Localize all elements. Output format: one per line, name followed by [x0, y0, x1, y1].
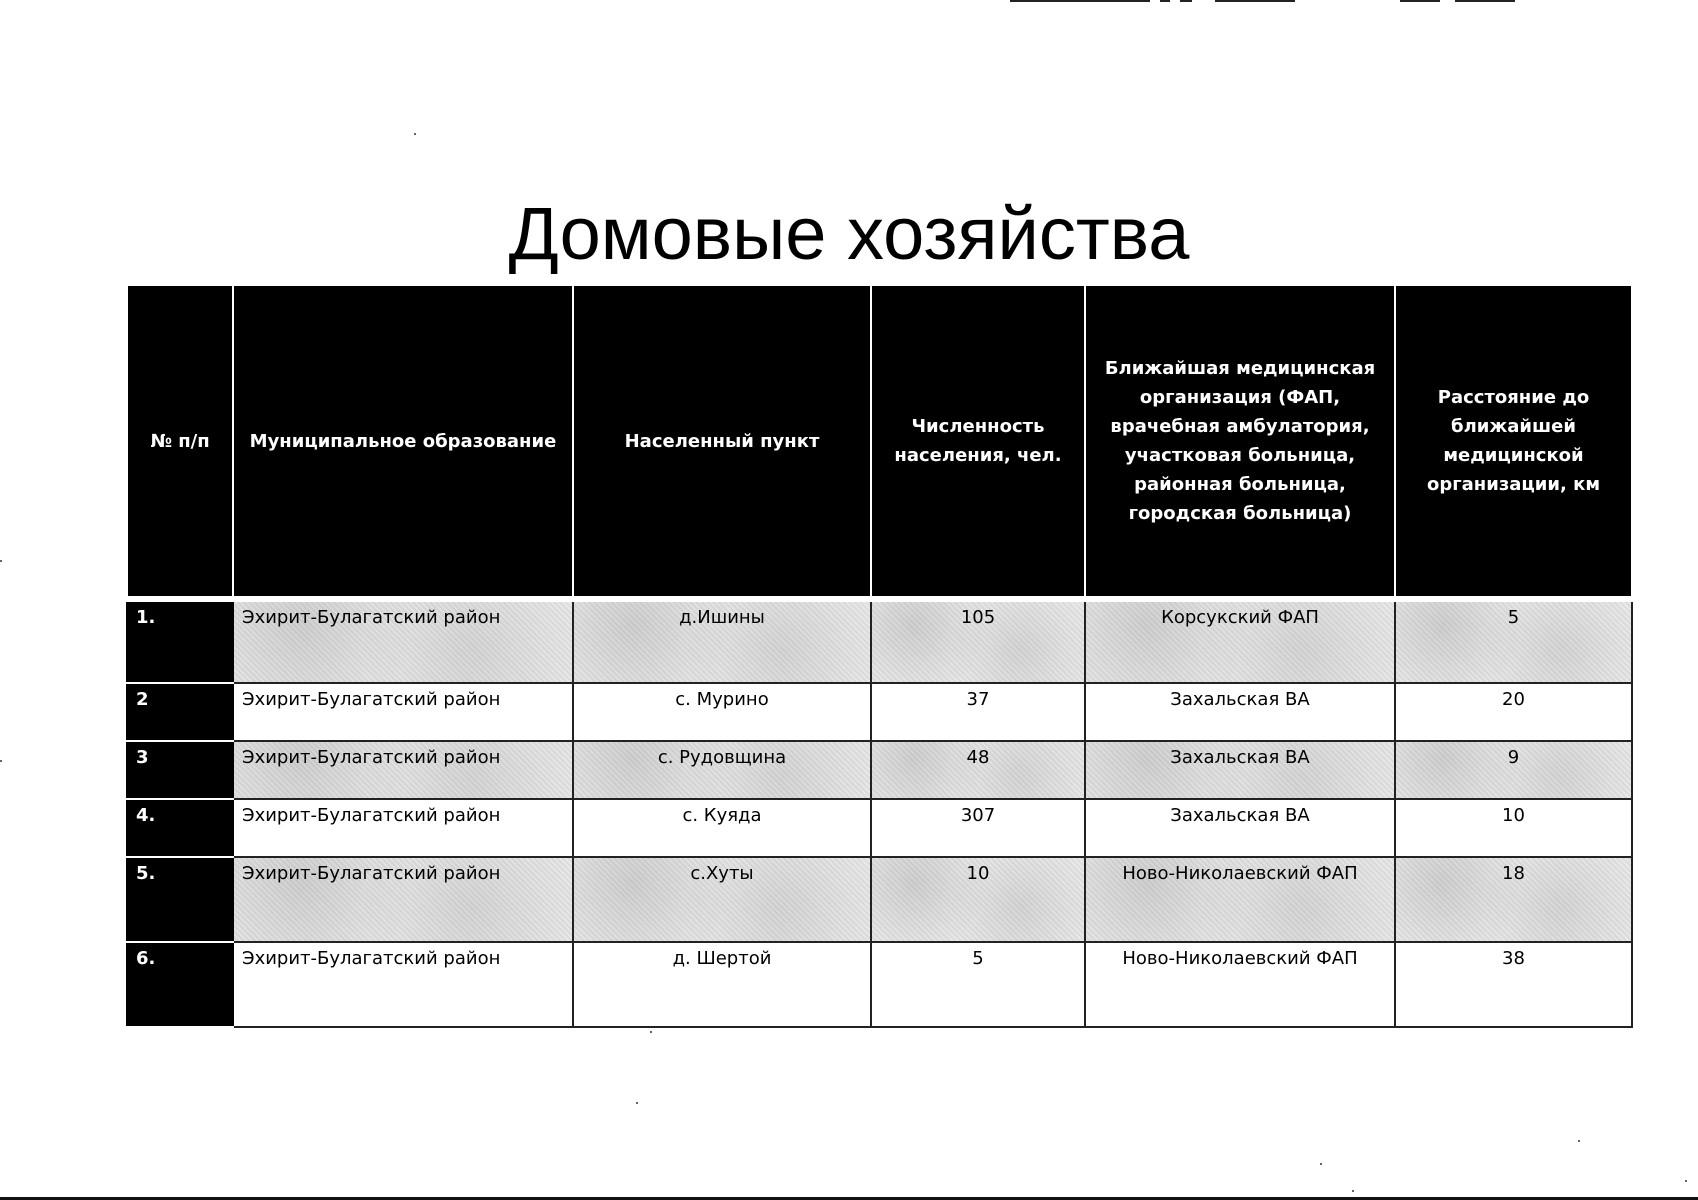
scan-speck: [0, 760, 2, 762]
scan-speck: [1578, 1140, 1580, 1142]
cell-population: 307: [871, 799, 1085, 857]
header-number: № п/п: [127, 285, 233, 599]
table-row: [127, 942, 1632, 1027]
cell-municipality: Эхирит-Булагатский район: [233, 799, 573, 857]
cell-distance: 38: [1395, 942, 1632, 1027]
cell-population: 37: [871, 683, 1085, 741]
scan-top-marks: [1010, 0, 1530, 3]
cell-settlement: с. Куяда: [573, 799, 871, 857]
cell-distance: 18: [1395, 857, 1632, 942]
cell-municipality: Эхирит-Булагатский район: [233, 683, 573, 741]
table-header-row: [127, 285, 1632, 599]
cell-number: 5.: [127, 857, 233, 942]
cell-settlement: с. Рудовщина: [573, 741, 871, 799]
cell-municipality: Эхирит-Булагатский район: [233, 599, 573, 683]
cell-number: 1.: [127, 599, 233, 683]
households-table: [126, 284, 1633, 1028]
cell-medical-org: Корсукский ФАП: [1085, 599, 1395, 683]
cell-settlement: с.Хуты: [573, 857, 871, 942]
cell-medical-org: Ново-Николаевский ФАП: [1085, 857, 1395, 942]
cell-settlement: д.Ишины: [573, 599, 871, 683]
table-row: [127, 599, 1632, 683]
cell-number: 2: [127, 683, 233, 741]
cell-settlement: с. Мурино: [573, 683, 871, 741]
table-row: [127, 799, 1632, 857]
table-row: [127, 683, 1632, 741]
cell-medical-org: Ново-Николаевский ФАП: [1085, 942, 1395, 1027]
cell-population: 5: [871, 942, 1085, 1027]
table-row: [127, 741, 1632, 799]
scan-speck: [414, 133, 416, 135]
cell-medical-org: Захальская ВА: [1085, 799, 1395, 857]
scan-speck: [1320, 1163, 1322, 1165]
cell-settlement: д. Шертой: [573, 942, 871, 1027]
header-settlement: Населенный пункт: [573, 285, 871, 599]
table-row: [127, 857, 1632, 942]
cell-distance: 20: [1395, 683, 1632, 741]
header-population: Численность населения, чел.: [871, 285, 1085, 599]
header-medical-org: Ближайшая медицинская организация (ФАП, врачебная амбулатория, участковая больница, районная больница, городская больница): [1085, 285, 1395, 599]
cell-municipality: Эхирит-Булагатский район: [233, 741, 573, 799]
scan-speck: [650, 1031, 652, 1033]
cell-distance: 5: [1395, 599, 1632, 683]
cell-distance: 9: [1395, 741, 1632, 799]
cell-population: 48: [871, 741, 1085, 799]
scan-speck: [0, 560, 2, 562]
cell-distance: 10: [1395, 799, 1632, 857]
scan-speck: [1685, 1180, 1687, 1182]
cell-population: 10: [871, 857, 1085, 942]
cell-medical-org: Захальская ВА: [1085, 683, 1395, 741]
cell-population: 105: [871, 599, 1085, 683]
header-distance: Расстояние до ближайшей медицинской организации, км: [1395, 285, 1632, 599]
cell-medical-org: Захальская ВА: [1085, 741, 1395, 799]
header-municipality: Муниципальное образование: [233, 285, 573, 599]
scan-speck: [1352, 1190, 1354, 1192]
cell-municipality: Эхирит-Булагатский район: [233, 857, 573, 942]
page-title: Домовые хозяйства: [508, 192, 1190, 275]
scan-speck: [636, 1102, 638, 1104]
cell-number: 6.: [127, 942, 233, 1027]
cell-municipality: Эхирит-Булагатский район: [233, 942, 573, 1027]
cell-number: 3: [127, 741, 233, 799]
cell-number: 4.: [127, 799, 233, 857]
